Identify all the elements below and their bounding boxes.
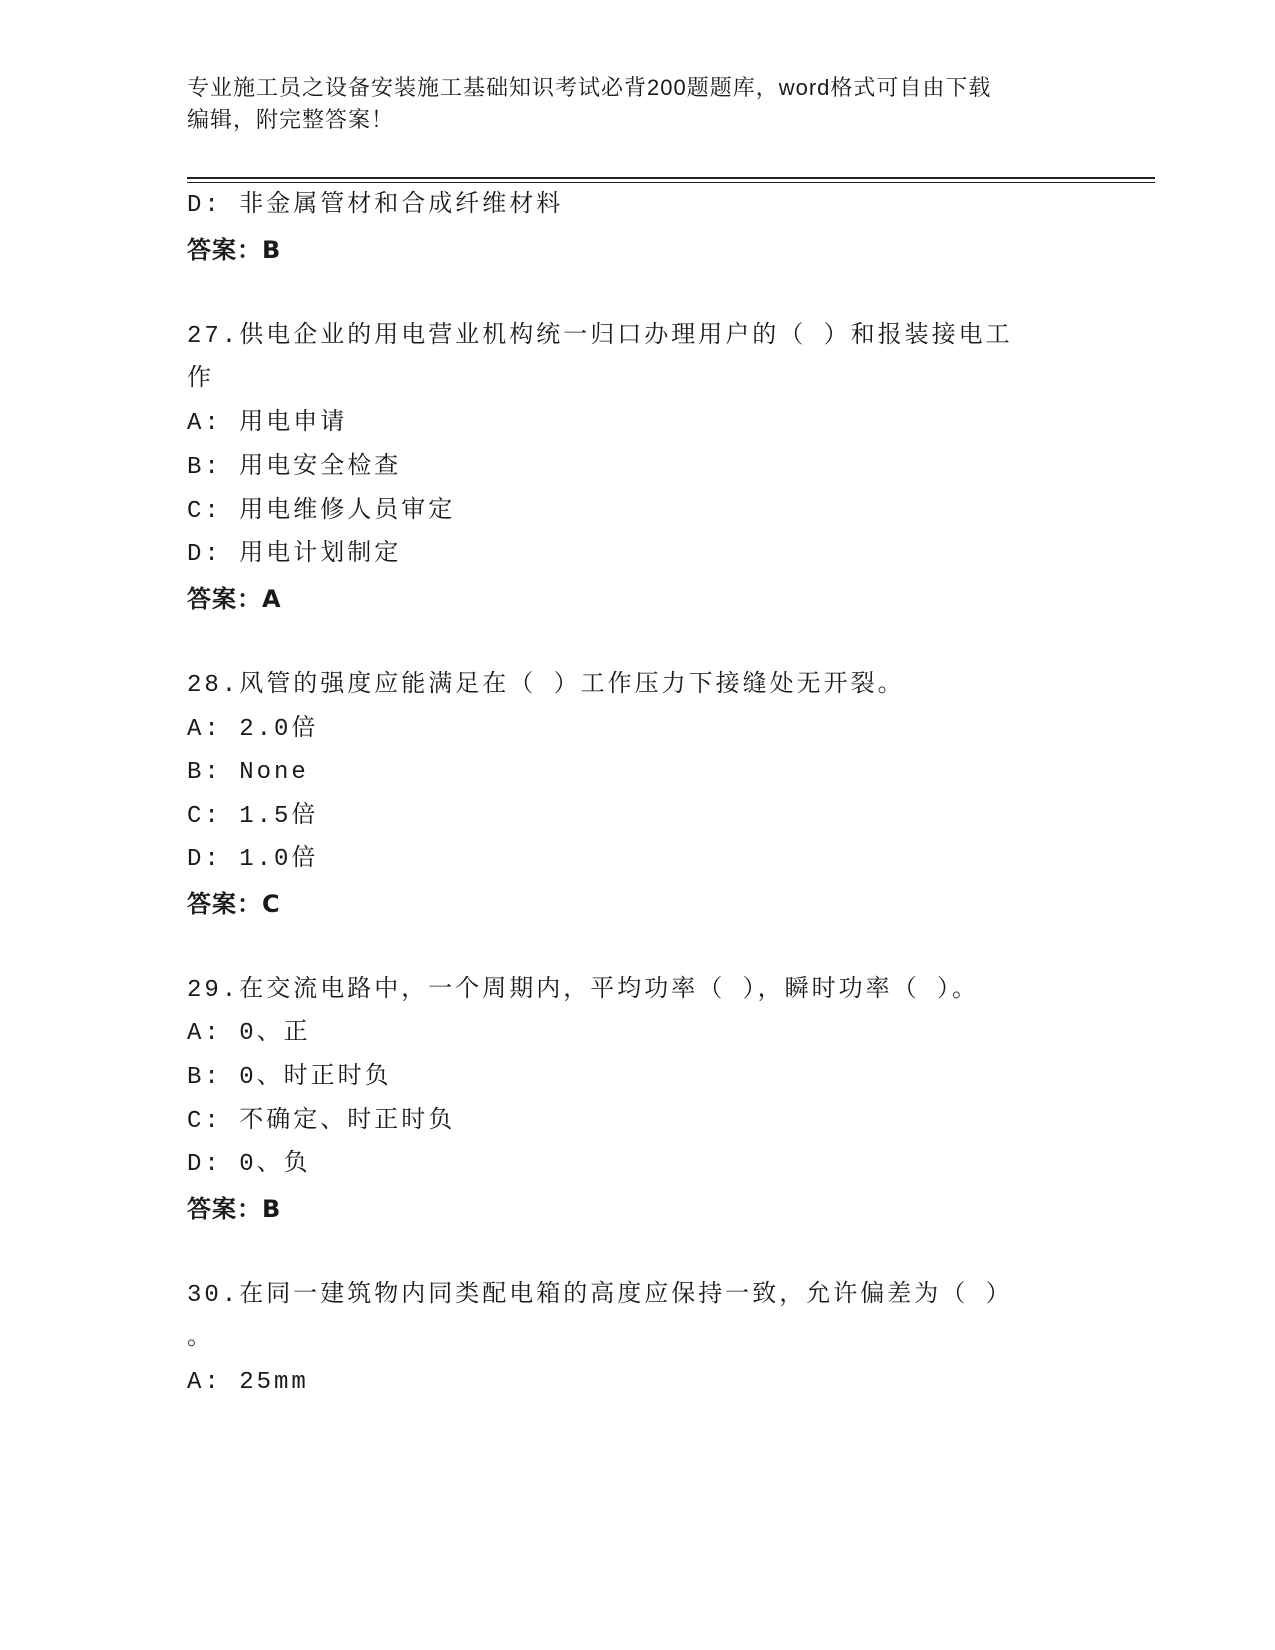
option-c: C: 不确定、时正时负 [187, 1108, 456, 1135]
option-a: A: 25mm [187, 1369, 309, 1396]
option-b: B: None [187, 759, 309, 786]
option-d: D: 非金属管材和合成纤维材料 [187, 192, 564, 219]
option-c: C: 1.5倍 [187, 803, 319, 830]
option-a: A: 0、正 [187, 1020, 311, 1047]
header-line-2: 编辑，附完整答案！ [187, 107, 395, 132]
option-b: B: 0、时正时负 [187, 1064, 392, 1091]
answer-line: 答案：B [187, 236, 282, 264]
answer-line: 答案：C [187, 890, 281, 918]
option-d: D: 0、负 [187, 1151, 311, 1178]
question-29-text: 29.在交流电路中，一个周期内，平均功率（ ），瞬时功率（ ）。 [187, 977, 980, 1004]
header-line-1: 专业施工员之设备安装施工基础知识考试必背200题题库，word格式可自由下载 [187, 75, 992, 100]
option-b: B: 用电安全检查 [187, 454, 402, 481]
option-a: A: 2.0倍 [187, 716, 319, 743]
option-a: A: 用电申请 [187, 410, 348, 437]
answer-line: 答案：B [187, 1195, 282, 1223]
answer-line: 答案：A [187, 585, 282, 613]
question-30-text-cont: 。 [187, 1325, 214, 1352]
question-list [187, 0, 1087, 1650]
option-d: D: 用电计划制定 [187, 541, 402, 568]
question-30-text: 30.在同一建筑物内同类配电箱的高度应保持一致，允许偏差为（ ） [187, 1282, 1013, 1309]
question-28-text: 28.风管的强度应能满足在（ ）工作压力下接缝处无开裂。 [187, 672, 905, 699]
option-d: D: 1.0倍 [187, 846, 319, 873]
question-27-text-cont: 作 [187, 366, 214, 393]
question-27-text: 27.供电企业的用电营业机构统一归口办理用户的（ ）和报装接电工 [187, 323, 1013, 350]
option-c: C: 用电维修人员审定 [187, 498, 456, 525]
